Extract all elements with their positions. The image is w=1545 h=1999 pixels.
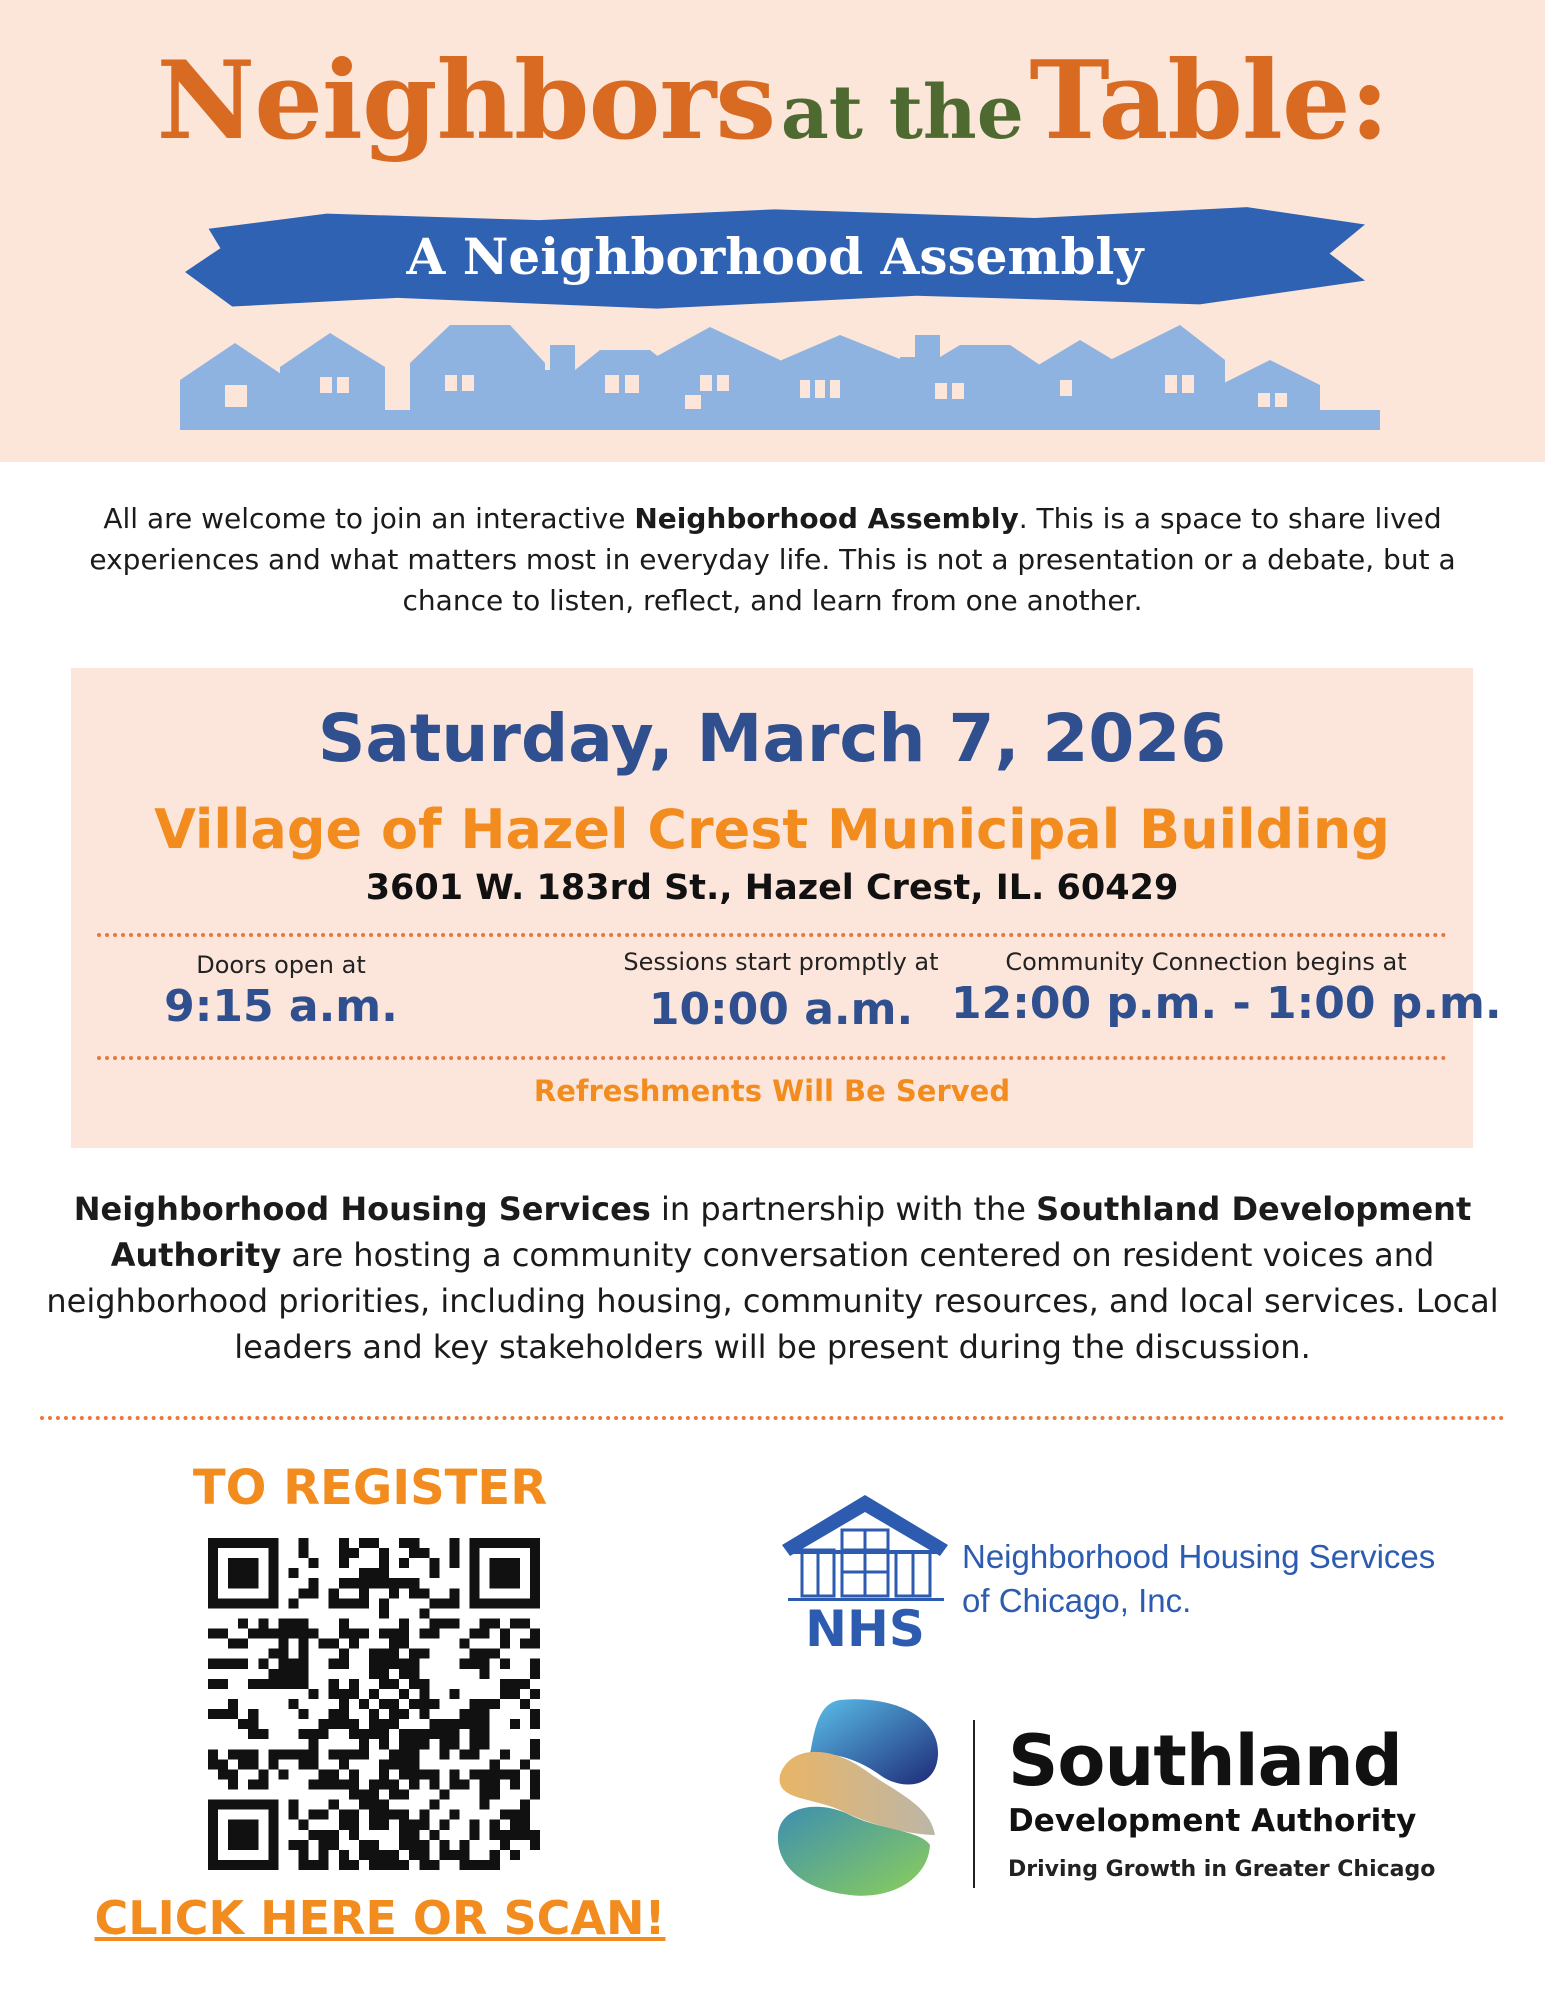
register-link[interactable]: CLICK HERE OR SCAN! bbox=[94, 1891, 666, 1945]
sda-logo-icon bbox=[770, 1695, 945, 1900]
sda-name: Southland bbox=[1008, 1720, 1402, 1802]
time-label: Sessions start promptly at bbox=[623, 948, 939, 976]
time-doors-open bbox=[131, 951, 431, 1032]
time-value: 9:15 a.m. bbox=[164, 981, 398, 1032]
registration-qr-code[interactable] bbox=[208, 1538, 540, 1870]
divider-top bbox=[97, 933, 1447, 937]
register-heading: TO REGISTER bbox=[192, 1460, 548, 1516]
time-community-connection bbox=[951, 948, 1502, 1029]
time-label: Community Connection begins at bbox=[1005, 948, 1407, 976]
intro-text-before: All are welcome to join an interactive bbox=[103, 502, 635, 535]
event-subtitle: A Neighborhood Assembly bbox=[406, 227, 1144, 286]
sda-logo-divider bbox=[973, 1720, 975, 1888]
refreshments-note: Refreshments Will Be Served bbox=[533, 1074, 1011, 1108]
hero-banner bbox=[0, 0, 1545, 462]
event-venue: Village of Hazel Crest Municipal Building bbox=[154, 798, 1390, 861]
title-word-table: Table: bbox=[1029, 38, 1389, 164]
time-value: 10:00 a.m. bbox=[648, 984, 914, 1035]
partner-org-sda: Southland Development Authority bbox=[110, 1190, 1472, 1274]
sda-subtitle: Development Authority bbox=[1008, 1803, 1417, 1839]
intro-paragraph bbox=[60, 498, 1485, 621]
nhs-name-line2: of Chicago, Inc. bbox=[962, 1582, 1192, 1619]
partner-org-nhs: Neighborhood Housing Services bbox=[73, 1190, 651, 1228]
nhs-mark-text: NHS bbox=[805, 1600, 925, 1650]
time-value: 12:00 p.m. - 1:00 p.m. bbox=[951, 978, 1502, 1029]
time-label: Doors open at bbox=[196, 951, 366, 979]
time-sessions-start bbox=[551, 948, 1011, 1035]
houses-illustration bbox=[180, 315, 1380, 430]
partner-text-rest: are hosting a community conversation centered on resident voices and neighborhood priorities, including housing, community resources, and local services. Local leaders and key stakeholders will be present during the discussion. bbox=[46, 1236, 1499, 1366]
title-word-at-the: at the bbox=[780, 70, 1024, 156]
nhs-name bbox=[962, 1535, 1435, 1623]
intro-text-after: . This is a space to share lived experiences and what matters most in everyday life. This is not a presentation or a debate, but a chance to listen, reflect, and learn from one another. bbox=[89, 502, 1456, 617]
nhs-name-line1: Neighborhood Housing Services bbox=[962, 1538, 1436, 1575]
event-date: Saturday, March 7, 2026 bbox=[317, 700, 1227, 777]
sda-tagline: Driving Growth in Greater Chicago bbox=[1008, 1857, 1436, 1882]
partner-paragraph bbox=[40, 1186, 1505, 1370]
event-details-box bbox=[71, 668, 1502, 1148]
event-address: 3601 W. 183rd St., Hazel Crest, IL. 60429 bbox=[365, 868, 1179, 908]
divider-bottom bbox=[97, 1056, 1447, 1060]
section-divider bbox=[40, 1416, 1505, 1420]
intro-text-bold: Neighborhood Assembly bbox=[634, 502, 1019, 535]
partner-text-mid: in partnership with the bbox=[650, 1190, 1037, 1228]
title-word-neighbors: Neighbors bbox=[156, 38, 776, 164]
nhs-logo-icon bbox=[780, 1490, 950, 1650]
event-title bbox=[0, 38, 1545, 164]
